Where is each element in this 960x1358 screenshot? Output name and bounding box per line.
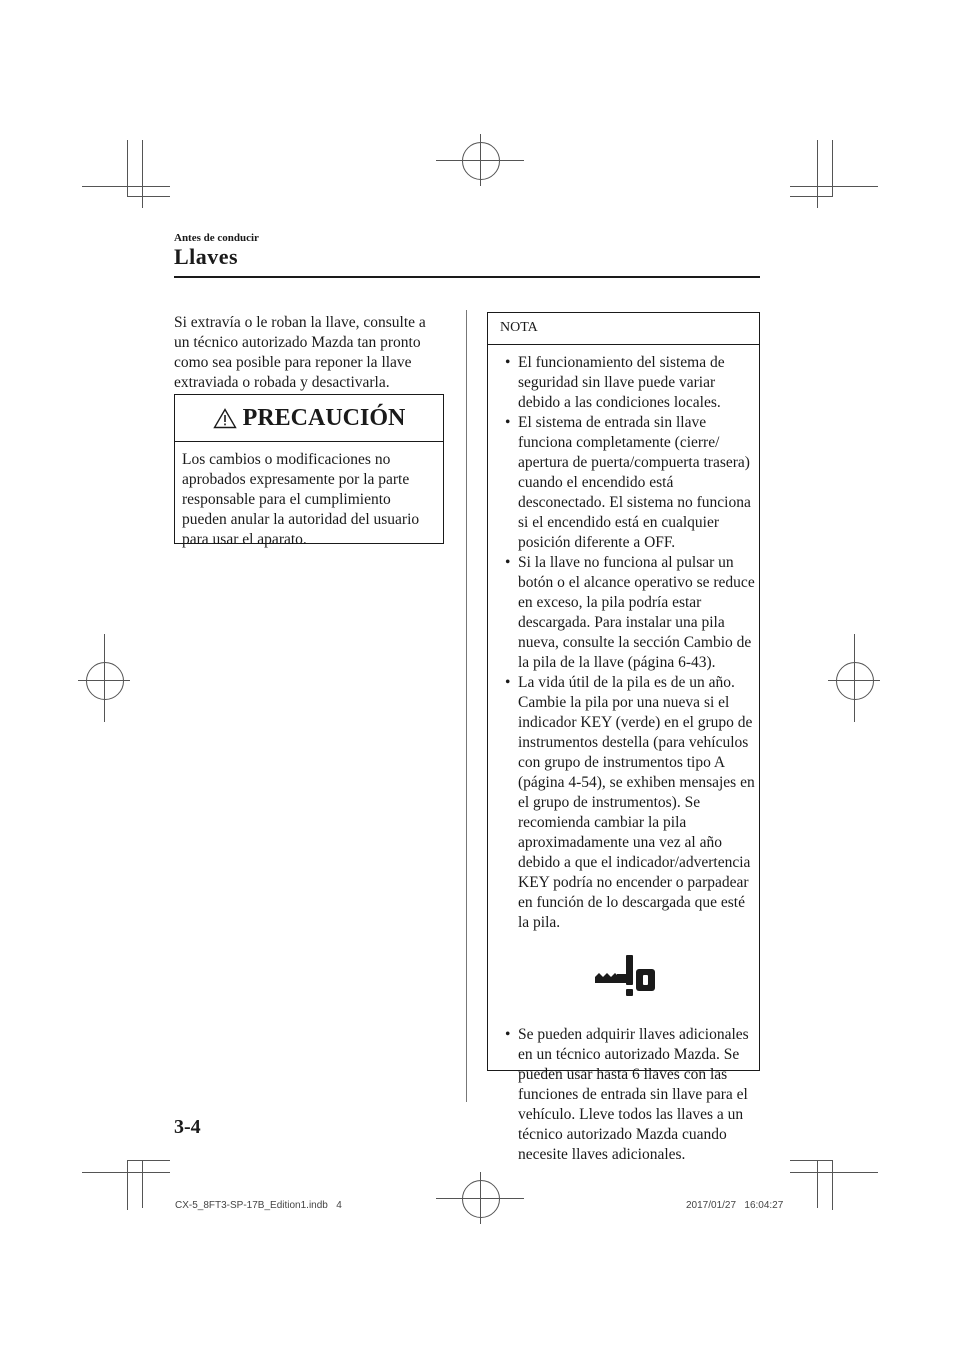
page-number: 3-4 bbox=[174, 1116, 201, 1138]
column-divider bbox=[466, 310, 467, 1102]
note-item bbox=[498, 1025, 756, 1165]
note-item-text: La vida útil de la pila es de un año. Cambie la pila por una nueva si el indicador KEY (verde) en el grupo de instrumentos destella (para vehículos con grupo de instrumentos tipo A (página 4-54), se exhiben mensajes en el grupo de instrumentos). Se recomienda cambiar la pila aproximadamente una vez al año debido a que el indicador/advertencia KEY podría no encender o parpadear en función de lo descargada que esté la pila. bbox=[518, 674, 755, 931]
note-item-text: Se pueden adquirir llaves adicionales en un técnico autorizado Mazda. Se pueden usar hasta 6 llaves con las funciones de entrada sin llave para el vehículo. Lleve todos las llaves a un técnico autorizado Mazda cuando necesite llaves adicionales. bbox=[518, 1026, 749, 1163]
intro-paragraph: Si extravía o le roban la llave, consulte a un técnico autorizado Mazda tan pronto como sea posible para reponer la llave extraviada o robada y desactivarla. bbox=[174, 314, 426, 391]
note-item bbox=[498, 353, 756, 413]
footer-filename: CX-5_8FT3-SP-17B_Edition1.indb 4 bbox=[175, 1200, 342, 1211]
note-item-text: El sistema de entrada sin llave funciona completamente (cierre/ apertura de puerta/compuerta trasera) cuando el encendido está desconectado. El sistema no funciona si el encendido está en cualquier posición diferente a OFF. bbox=[518, 414, 751, 551]
note-item bbox=[498, 553, 756, 673]
warning-triangle-icon bbox=[213, 408, 237, 429]
bullet: • bbox=[505, 354, 511, 371]
bullet: • bbox=[505, 1026, 511, 1043]
note-item bbox=[498, 673, 756, 933]
bullet: • bbox=[505, 414, 511, 431]
note-item-text: El funcionamiento del sistema de seguridad sin llave puede variar debido a las condiciones locales. bbox=[518, 354, 725, 411]
key-warning-indicator-icon bbox=[593, 953, 657, 1003]
note-header bbox=[488, 313, 759, 345]
title-rule bbox=[174, 276, 760, 278]
note-title: NOTA bbox=[500, 320, 538, 335]
caution-text: Los cambios o modificaciones no aprobados expresamente por la parte responsable para el cumplimiento pueden anular la autoridad del usuario para usar el aparato. bbox=[182, 451, 420, 548]
bullet: • bbox=[505, 554, 511, 571]
caution-box bbox=[174, 394, 444, 548]
footer-timestamp: 2017/01/27 16:04:27 bbox=[686, 1200, 784, 1211]
key-indicator-figure-item bbox=[498, 953, 756, 1003]
note-item bbox=[498, 413, 756, 553]
section-label: Antes de conducir bbox=[174, 232, 259, 244]
note-item-text: Si la llave no funciona al pulsar un botón o el alcance operativo se reduce en exceso, la pila podría estar descargada. Para instalar una pila nueva, consulte la sección Cambio de la pila de la llave (página 6-43). bbox=[518, 554, 755, 671]
note-box bbox=[487, 312, 760, 1163]
page-title: Llaves bbox=[174, 244, 239, 269]
bullet: • bbox=[505, 674, 511, 691]
caution-header bbox=[175, 395, 443, 442]
caution-title: PRECAUCIÓN bbox=[242, 404, 406, 431]
note-list bbox=[498, 353, 756, 1165]
